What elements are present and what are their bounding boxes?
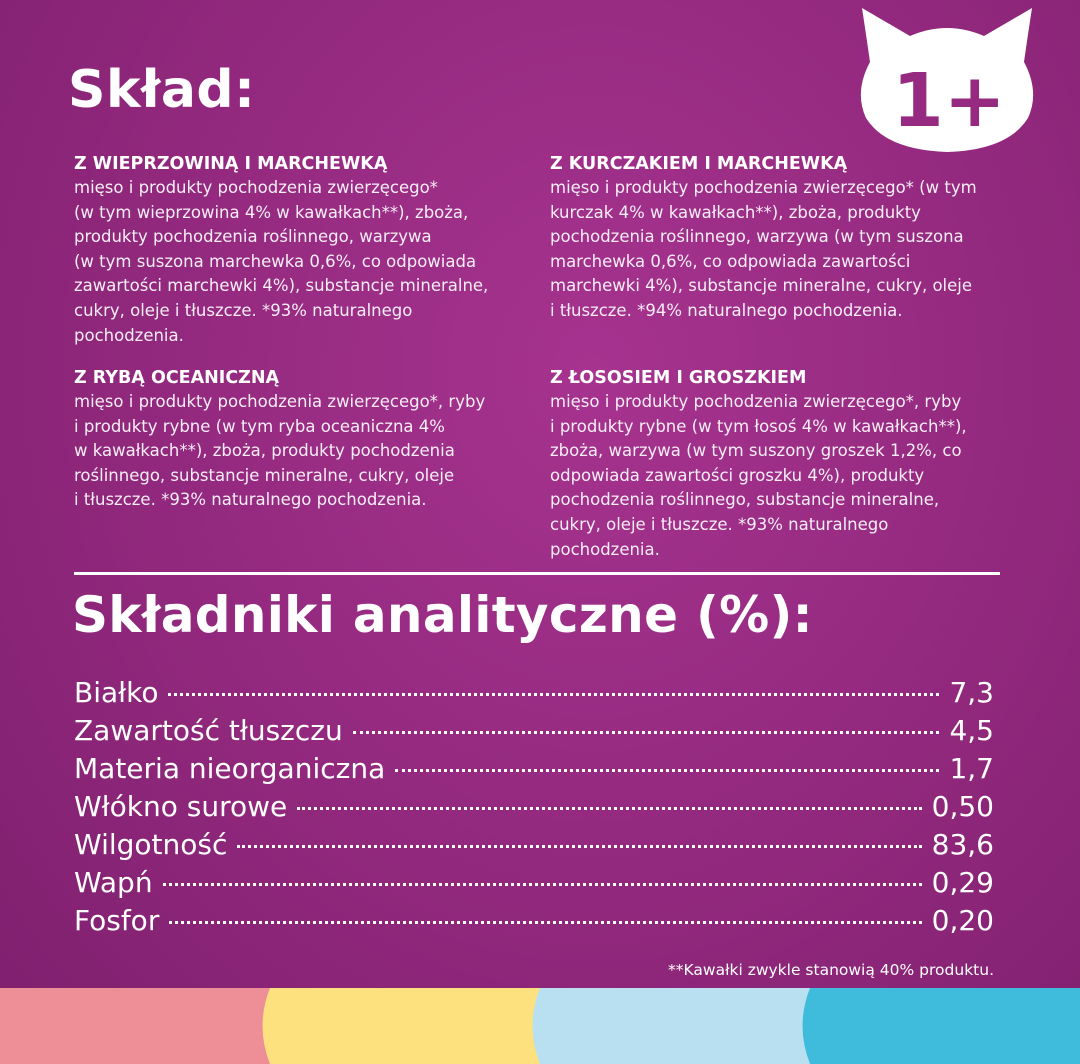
recipe-line: i tłuszcze. *94% naturalnego pochodzenia. [550, 300, 903, 320]
nutrient-name: Włókno surowe [74, 790, 288, 823]
recipe-chicken-carrot [550, 152, 1020, 324]
recipe-line: mięso i produkty pochodzenia zwierzęcego* (w tym [550, 178, 977, 197]
recipe-line: pochodzenia. [550, 539, 660, 559]
recipe-line: produkty pochodzenia roślinnego, warzywa [74, 227, 432, 247]
recipe-line: pochodzenia roślinnego, warzywa (w tym suszona [550, 227, 964, 247]
analysis-title: Składniki analityczne (%): [72, 586, 813, 644]
nutrient-value: 83,6 [931, 828, 994, 861]
recipe-heading: Z KURCZAKIEM I MARCHEWKĄ [550, 154, 848, 174]
recipe-line: mięso i produkty pochodzenia zwierzęcego*, ryby [550, 392, 962, 411]
recipe-heading: Z ŁOSOSIEM I GROSZKIEM [550, 368, 807, 388]
nutrient-name: Zawartość tłuszczu [74, 714, 343, 747]
analysis-table [74, 674, 994, 940]
recipe-pork-carrot [74, 152, 534, 348]
recipe-line: w kawałkach**), zboża, produkty pochodzenia [74, 441, 455, 461]
footnote: **Kawałki zwykle stanowią 40% produktu. [668, 961, 994, 979]
recipe-line: zboża, warzywa (w tym suszony groszek 1,2%, co [550, 441, 962, 461]
nutrient-name: Białko [74, 676, 159, 709]
recipe-line: i produkty rybne (w tym łosoś 4% w kawałkach**), [550, 416, 967, 436]
nutrient-name: Wilgotność [74, 828, 228, 861]
dot-leader [395, 769, 939, 772]
analysis-row [74, 864, 994, 902]
recipe-line: kurczak 4% w kawałkach**), zboża, produkty [550, 202, 921, 222]
recipe-line: i produkty rybne (w tym ryba oceaniczna 4% [74, 416, 445, 436]
nutrient-value: 0,29 [931, 866, 994, 899]
dot-leader [168, 693, 939, 696]
page-title: Skład: [68, 60, 256, 120]
dot-leader [237, 845, 921, 848]
stripe-blue [803, 988, 1080, 1064]
recipe-line: i tłuszcze. *93% naturalnego pochodzenia. [74, 490, 427, 510]
recipe-line: mięso i produkty pochodzenia zwierzęcego* [74, 178, 438, 197]
recipe-line: marchewki 4%), substancje mineralne, cukry, oleje [550, 276, 973, 296]
stripe-pink [0, 988, 290, 1064]
recipe-line: cukry, oleje i tłuszcze. *93% naturalnego [550, 514, 889, 534]
recipe-line: (w tym wieprzowina 4% w kawałkach**), zboża, [74, 202, 469, 222]
analysis-row [74, 788, 994, 826]
analysis-row [74, 674, 994, 712]
analysis-row [74, 712, 994, 750]
recipe-line: cukry, oleje i tłuszcze. *93% naturalnego [74, 300, 413, 320]
recipe-heading: Z RYBĄ OCEANICZNĄ [74, 368, 280, 388]
recipe-ocean-fish [74, 366, 534, 513]
stripe-lightblue [533, 988, 816, 1064]
age-label: 1+ [892, 58, 1006, 144]
section-divider [74, 572, 1000, 575]
dot-leader [297, 807, 921, 810]
color-stripes [0, 988, 1080, 1064]
nutrient-name: Materia nieorganiczna [74, 752, 386, 785]
nutrient-value: 0,20 [931, 904, 994, 937]
recipe-line: mięso i produkty pochodzenia zwierzęcego*, ryby [74, 392, 486, 411]
dot-leader [169, 921, 921, 924]
age-badge [852, 4, 1042, 154]
recipe-line: roślinnego, substancje mineralne, cukry, oleje [74, 465, 455, 485]
recipe-line: zawartości marchewki 4%), substancje mineralne, [74, 276, 489, 296]
recipe-salmon-peas [550, 366, 1020, 562]
analysis-row [74, 902, 994, 940]
nutrient-value: 1,7 [949, 752, 994, 785]
stripe-yellow [263, 988, 546, 1064]
recipe-line: pochodzenia. [74, 325, 184, 345]
nutrient-name: Wapń [74, 866, 153, 899]
recipe-line: (w tym suszona marchewka 0,6%, co odpowiada [74, 251, 477, 271]
recipe-line: marchewka 0,6%, co odpowiada zawartości [550, 251, 911, 271]
nutrient-value: 4,5 [949, 714, 994, 747]
recipe-line: pochodzenia roślinnego, substancje mineralne, [550, 490, 940, 510]
nutrient-value: 7,3 [949, 676, 994, 709]
dot-leader [353, 731, 940, 734]
analysis-row [74, 750, 994, 788]
recipe-heading: Z WIEPRZOWINĄ I MARCHEWKĄ [74, 154, 388, 174]
nutrient-name: Fosfor [74, 904, 160, 937]
recipe-line: odpowiada zawartości groszku 4%), produkty [550, 465, 925, 485]
dot-leader [163, 883, 922, 886]
nutrient-value: 0,50 [931, 790, 994, 823]
analysis-row [74, 826, 994, 864]
